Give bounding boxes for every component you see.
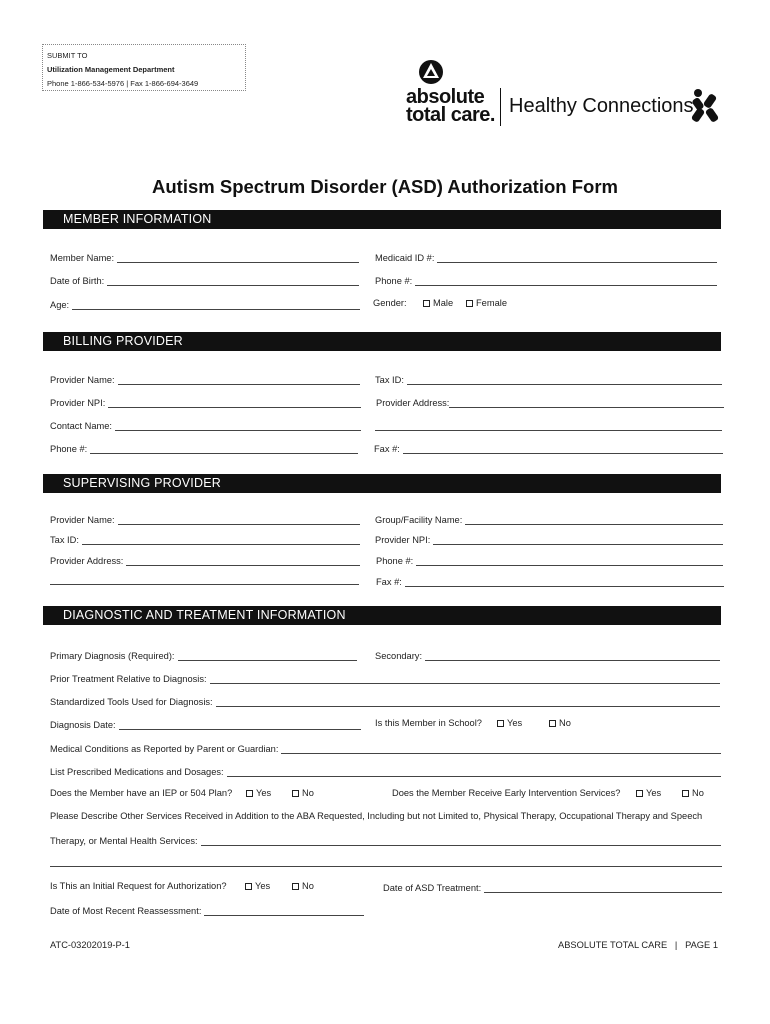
diagnosis-date-field[interactable]: Diagnosis Date: [50,715,361,731]
supervising-provider-npi-field[interactable]: Provider NPI: [375,530,723,546]
medical-conditions-field[interactable]: Medical Conditions as Reported by Parent or Guardian: [50,739,721,755]
prior-treatment-field[interactable]: Prior Treatment Relative to Diagnosis: [50,669,720,685]
logo-name-line2: total care. [406,104,495,126]
section-supervising-provider [43,474,721,493]
initial-request-yes-checkbox[interactable]: Yes [245,881,270,892]
date-of-birth-field[interactable]: Date of Birth: [50,271,359,287]
supervising-group-facility-field[interactable]: Group/Facility Name: [375,510,723,526]
in-school-question: Is this Member in School? [375,718,482,728]
standardized-tools-field[interactable]: Standardized Tools Used for Diagnosis: [50,692,720,708]
in-school-no-checkbox[interactable]: No [549,718,571,729]
primary-diagnosis-field[interactable]: Primary Diagnosis (Required): [50,646,357,662]
early-intervention-no-checkbox[interactable]: No [682,788,704,799]
section-title: SUPERVISING PROVIDER [63,476,221,490]
section-title: BILLING PROVIDER [63,334,183,348]
gender-male-checkbox[interactable]: Male [423,298,453,309]
medicaid-id-field[interactable]: Medicaid ID #: [375,248,717,264]
billing-fax-field[interactable]: Fax #: [374,439,723,455]
section-member-information [43,210,721,229]
early-intervention-question: Does the Member Receive Early Intervention Services? [392,788,621,798]
section-title: MEMBER INFORMATION [63,212,212,226]
asd-treatment-date-field[interactable]: Date of ASD Treatment: [383,878,722,894]
section-billing-provider [43,332,721,351]
department-name: Utilization Management Department [47,65,175,74]
other-services-continuation-line[interactable] [50,866,722,867]
member-name-field[interactable]: Member Name: [50,248,359,264]
supervising-address-continuation-line[interactable] [50,584,359,585]
billing-provider-name-field[interactable]: Provider Name: [50,370,360,386]
billing-tax-id-field[interactable]: Tax ID: [375,370,722,386]
initial-request-no-checkbox[interactable]: No [292,881,314,892]
billing-phone-field[interactable]: Phone #: [50,439,358,455]
form-code: ATC-03202019-P-1 [50,940,130,950]
company-logo [406,58,726,128]
billing-address-continuation-line[interactable] [375,430,722,431]
secondary-diagnosis-field[interactable]: Secondary: [375,646,720,662]
iep-question: Does the Member have an IEP or 504 Plan? [50,788,233,798]
supervising-tax-id-field[interactable]: Tax ID: [50,530,360,546]
section-diagnostic-treatment [43,606,721,625]
logo-mark-icon [416,58,446,86]
submit-to-label: SUBMIT TO [47,51,88,60]
supervising-provider-name-field[interactable]: Provider Name: [50,510,360,526]
footer-org-page: ABSOLUTE TOTAL CARE | PAGE 1 [558,940,718,950]
gender-female-checkbox[interactable]: Female [466,298,507,309]
prescribed-medications-field[interactable]: List Prescribed Medications and Dosages: [50,762,721,778]
section-title: DIAGNOSTIC AND TREATMENT INFORMATION [63,608,346,622]
other-services-instructions: Please Describe Other Services Received in Addition to the ABA Requested, Including but not Limited to, Physical Therapy, Occupational Therapy and Speech [50,811,703,821]
billing-provider-address-field[interactable]: Provider Address: [376,393,724,409]
iep-no-checkbox[interactable]: No [292,788,314,799]
early-intervention-yes-checkbox[interactable]: Yes [636,788,661,799]
logo-tagline: Healthy Connections [509,95,694,117]
supervising-fax-field[interactable]: Fax #: [376,572,724,588]
age-field[interactable]: Age: [50,295,360,311]
gender-label: Gender: [373,298,407,308]
other-services-field[interactable]: Therapy, or Mental Health Services: [50,831,721,847]
form-title: Autism Spectrum Disorder (ASD) Authorization Form [152,176,618,197]
billing-provider-npi-field[interactable]: Provider NPI: [50,393,361,409]
member-phone-field[interactable]: Phone #: [375,271,717,287]
logo-divider [500,88,501,126]
logo-name-line1: absolute [406,86,485,108]
people-cross-icon [690,88,722,126]
iep-yes-checkbox[interactable]: Yes [246,788,271,799]
recent-reassessment-date-field[interactable]: Date of Most Recent Reassessment: [50,901,364,917]
initial-request-question: Is This an Initial Request for Authorization? [50,881,227,891]
supervising-provider-address-field[interactable]: Provider Address: [50,551,360,567]
in-school-yes-checkbox[interactable]: Yes [497,718,522,729]
contact-numbers: Phone 1-866-534-5976 | Fax 1-866-694-3649 [47,79,199,88]
supervising-phone-field[interactable]: Phone #: [376,551,723,567]
billing-contact-name-field[interactable]: Contact Name: [50,416,361,432]
submit-to-box [42,44,246,91]
